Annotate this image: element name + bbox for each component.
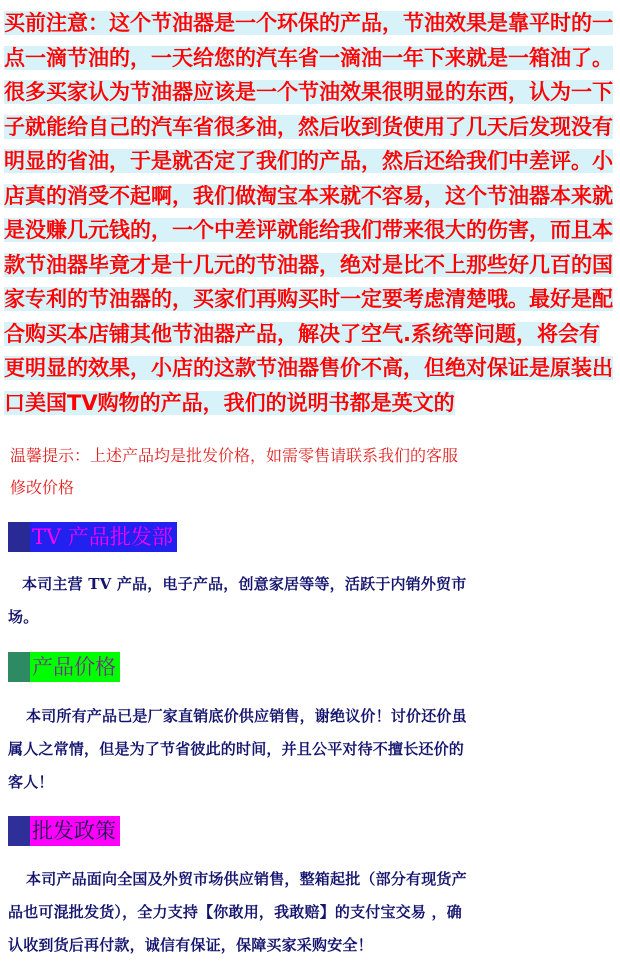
notice-text: 买前注意：这个节油器是一个环保的产品，节油效果是靠平时的一点一滴节油的，一天给您的汽车省一滴油一年下来就是一箱油了。很多买家认为节油器应该是一个节油效果很明显的东西，认为一下子就能给自己的汽车省很多油，然后收到货使用了几天后发现没有明显的省油，于是就否定了我们的产品，然后还给我们中差评。小店真的消受不起啊，我们做淘宝本来就不容易，这个节油器本来就是没赚几元钱的，一个中差评就能给我们带来很大的伤害，而且本款节油器毕竟才是十几元的节油器，绝对是比不上那些好几百的国家专利的节油器的，买家们再购买时一定要考虑清楚哦。最好是配合购买本店铺其他节油器产品，解决了空气.系统等问题，将会有更明显的效果，小店的这款节油器售价不高，但绝对保证是原装出口美国TV购物的产品，我们的说明书都是英文的	[4, 11, 613, 415]
pre-purchase-notice	[4, 6, 616, 420]
section-title-wholesale-policy: 批发政策	[30, 816, 120, 846]
section-heading-tv-wholesale	[8, 522, 177, 552]
section-heading-price	[8, 652, 120, 682]
section-heading-wholesale-policy	[8, 816, 120, 846]
section-body-tv-wholesale: 本司主营 TV 产品，电子产品，创意家居等等，活跃于内销外贸市场。	[8, 575, 467, 626]
section-body-price: 本司所有产品已是厂家直销底价供应销售，谢绝议价！讨价还价虽属人之常情，但是为了节省彼此的时间，并且公平对待不擅长还价的客人！	[8, 707, 467, 791]
section-body-wholesale-policy: 本司产品面向全国及外贸市场供应销售，整箱起批（部分有现货产品也可混批发货），全力支持【你敢用，我敢赔】的支付宝交易 ，确认收到货后再付款，诚信有保证，保障买家采购安全！	[8, 870, 467, 954]
section-title-price: 产品价格	[30, 652, 120, 682]
section-title-tv-wholesale: TV 产品批发部	[30, 522, 177, 552]
section-marker	[8, 816, 30, 846]
section-marker	[8, 652, 30, 682]
section-marker	[8, 522, 30, 552]
warm-tip: 温馨提示：上述产品均是批发价格，如需零售请联系我们的客服修改价格	[10, 446, 459, 497]
